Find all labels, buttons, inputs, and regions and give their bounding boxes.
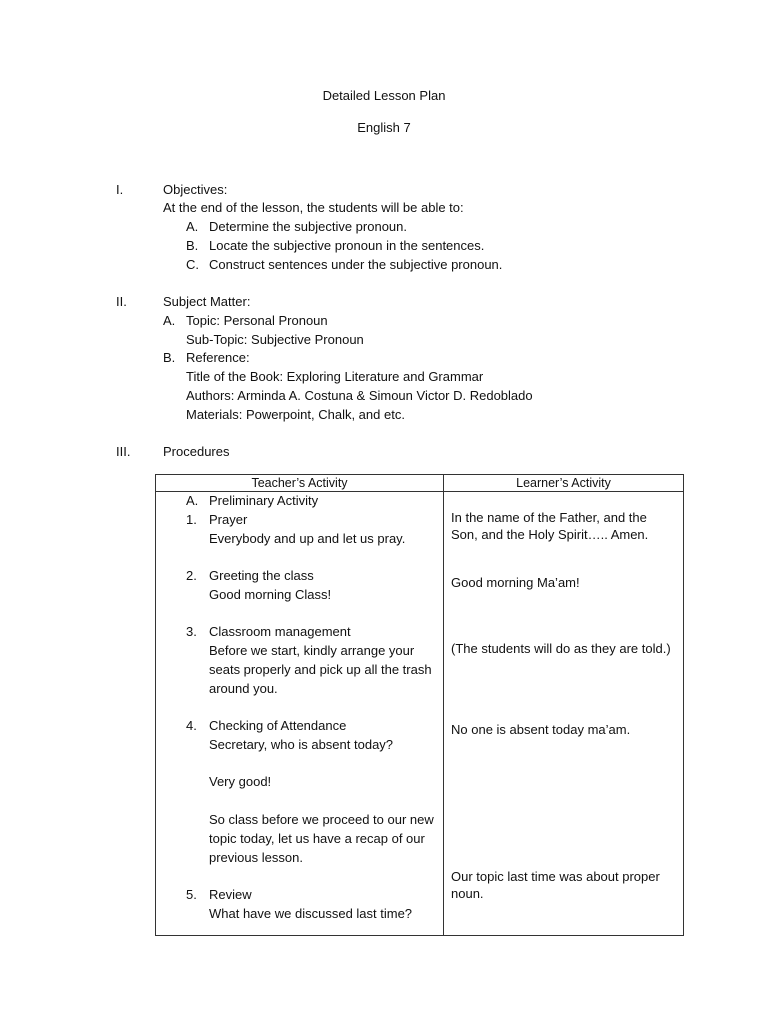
section-3-numeral: III.: [116, 444, 131, 459]
learner-response: Son, and the Holy Spirit….. Amen.: [451, 527, 649, 542]
preliminary-activity-label: Preliminary Activity: [209, 493, 319, 508]
table-header-row: [156, 475, 684, 492]
learner-response: noun.: [451, 886, 484, 901]
reference-marker: B.: [163, 350, 176, 365]
learner-column-header: Learner’s Activity: [444, 475, 684, 492]
prayer-label: Prayer: [209, 512, 248, 527]
section-1-heading: Objectives:: [163, 182, 228, 197]
reference-heading: Reference:: [186, 350, 250, 365]
learner-response: In the name of the Father, and the: [451, 510, 647, 525]
learner-activity-cell: [444, 492, 684, 936]
table-row: [156, 492, 684, 936]
document-subtitle: English 7: [357, 120, 411, 135]
objective-item: Determine the subjective pronoun.: [209, 219, 408, 234]
learner-response: Good morning Ma’am!: [451, 575, 580, 590]
section-2-heading: Subject Matter:: [163, 294, 251, 309]
review-label: Review: [209, 887, 252, 902]
subtopic-line: Sub-Topic: Subjective Pronoun: [186, 332, 364, 347]
greeting-label: Greeting the class: [209, 568, 314, 583]
list-marker: 2.: [186, 568, 197, 583]
objectives-intro: At the end of the lesson, the students will be able to:: [163, 200, 464, 215]
list-marker: 3.: [186, 624, 197, 639]
book-title-line: Title of the Book: Exploring Literature and Grammar: [186, 369, 484, 384]
list-marker: A.: [186, 493, 199, 508]
topic-line: Topic: Personal Pronoun: [186, 313, 328, 328]
recap-line: So class before we proceed to our new: [209, 812, 434, 827]
recap-line: previous lesson.: [209, 850, 303, 865]
prayer-instruction: Everybody and up and let us pray.: [209, 531, 406, 546]
greeting-line: Good morning Class!: [209, 587, 332, 602]
objective-marker: A.: [186, 219, 199, 234]
list-marker: 4.: [186, 718, 197, 733]
teacher-activity-cell: [156, 492, 444, 936]
materials-line: Materials: Powerpoint, Chalk, and etc.: [186, 407, 405, 422]
topic-marker: A.: [163, 313, 176, 328]
attendance-label: Checking of Attendance: [209, 718, 347, 733]
section-3-heading: Procedures: [163, 444, 230, 459]
recap-line: topic today, let us have a recap of our: [209, 831, 425, 846]
management-label: Classroom management: [209, 624, 351, 639]
attendance-line: Secretary, who is absent today?: [209, 737, 394, 752]
objective-marker: B.: [186, 238, 199, 253]
objective-item: Construct sentences under the subjective pronoun.: [209, 257, 503, 272]
learner-response: Our topic last time was about proper: [451, 869, 660, 884]
list-marker: 5.: [186, 887, 197, 902]
activity-table: [155, 474, 684, 936]
objective-marker: C.: [186, 257, 199, 272]
section-2-numeral: II.: [116, 294, 127, 309]
management-line: around you.: [209, 681, 278, 696]
learner-response: (The students will do as they are told.): [451, 641, 671, 656]
list-marker: 1.: [186, 512, 197, 527]
objective-item: Locate the subjective pronoun in the sentences.: [209, 238, 485, 253]
review-question: What have we discussed last time?: [209, 906, 413, 921]
management-line: seats properly and pick up all the trash: [209, 662, 432, 677]
document-title: Detailed Lesson Plan: [322, 88, 446, 103]
management-line: Before we start, kindly arrange your: [209, 643, 415, 658]
teacher-column-header: Teacher’s Activity: [156, 475, 444, 492]
section-1-numeral: I.: [116, 182, 124, 197]
very-good-line: Very good!: [209, 774, 272, 789]
authors-line: Authors: Arminda A. Costuna & Simoun Victor D. Redoblado: [186, 388, 533, 403]
learner-response: No one is absent today ma’am.: [451, 722, 631, 737]
